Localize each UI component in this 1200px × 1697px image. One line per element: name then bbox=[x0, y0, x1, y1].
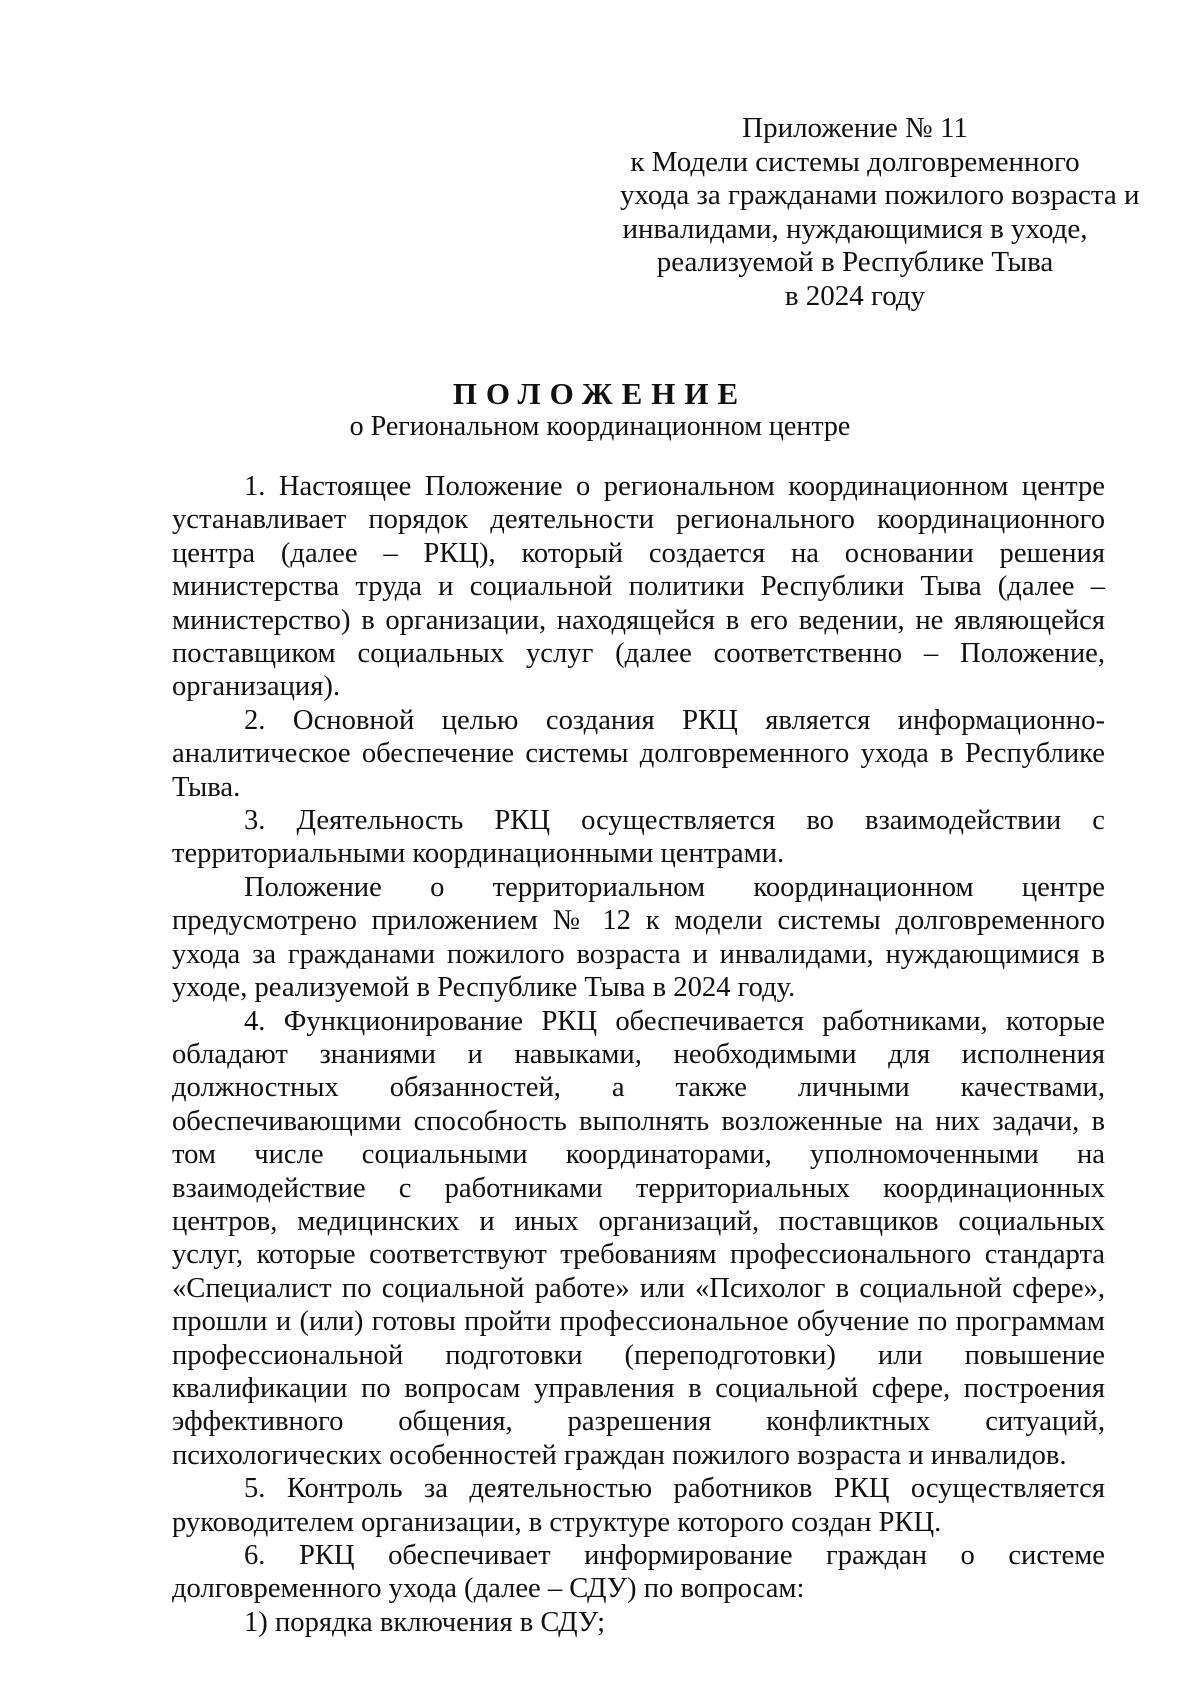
document-title: ПОЛОЖЕНИЕ bbox=[452, 376, 748, 411]
paragraph-1: 1. Настоящее Положение о региональном координационном центре устанавливает порядок деятельности регионального координационного центра (далее – РКЦ), который создается на основании решения министерства труда и социальной политики Республики Тыва (далее – министерство) в организации, находящейся в его ведении, не являющейся поставщиком социальных услуг (далее соответственно – Положение, организация). bbox=[172, 471, 1105, 703]
paragraph-2: 2. Основной целью создания РКЦ является информационно-аналитическое обеспечение системы долговременного ухода в Республике Тыва. bbox=[172, 704, 1105, 803]
paragraph-5: 5. Контроль за деятельностью работников РКЦ осуществляется руководителем организации, в структуре которого создан РКЦ. bbox=[172, 1473, 1105, 1538]
appendix-line: в 2024 году bbox=[784, 279, 926, 312]
appendix-header bbox=[620, 112, 1140, 313]
document-body bbox=[172, 470, 1105, 1639]
appendix-line: Приложение № 11 bbox=[742, 112, 968, 144]
appendix-line: к Модели системы долговременного bbox=[630, 145, 1080, 178]
paragraph-3-note: Положение о территориальном координационном центре предусмотрено приложением № 12 к модели системы долговременного ухода за гражданами пожилого возраста и инвалидами, нуждающимися в уходе, реализуемой в Республике Тыва в 2024 году. bbox=[172, 871, 1105, 1004]
paragraph-6: 6. РКЦ обеспечивает информирование граждан о системе долговременного ухода (далее – СДУ) по вопросам: bbox=[172, 1540, 1105, 1605]
document-subtitle: о Региональном координационном центре bbox=[349, 411, 851, 442]
paragraph-3: 3. Деятельность РКЦ осуществляется во взаимодействии с территориальными координационными центрами. bbox=[172, 805, 1105, 870]
appendix-line: реализуемой в Республике Тыва bbox=[656, 246, 1054, 278]
appendix-line: инвалидами, нуждающимися в уходе, bbox=[622, 212, 1088, 245]
list-item-1: 1) порядка включения в СДУ; bbox=[244, 1606, 606, 1638]
appendix-line: ухода за гражданами пожилого возраста и bbox=[620, 179, 1140, 211]
paragraph-4: 4. Функционирование РКЦ обеспечивается работниками, которые обладают знаниями и навыками, необходимыми для исполнения должностных обязанностей, а также личными качествами, обеспечивающими способность выполнять возложенные на них задачи, в том числе социальными координаторами, уполномоченными на взаимодействие с работниками территориальных координационных центров, медицинских и иных организаций, поставщиков социальных услуг, которые соответствуют требованиям профессионального стандарта «Специалист по социальной работе» или «Психолог в социальной сфере», прошли и (или) готовы пройти профессиональное обучение по программам профессиональной подготовки (переподготовки) или повышение квалификации по вопросам управления в социальной сфере, построения эффективного общения, разрешения конфликтных ситуаций, психологических особенностей граждан пожилого возраста и инвалидов. bbox=[172, 1005, 1105, 1471]
